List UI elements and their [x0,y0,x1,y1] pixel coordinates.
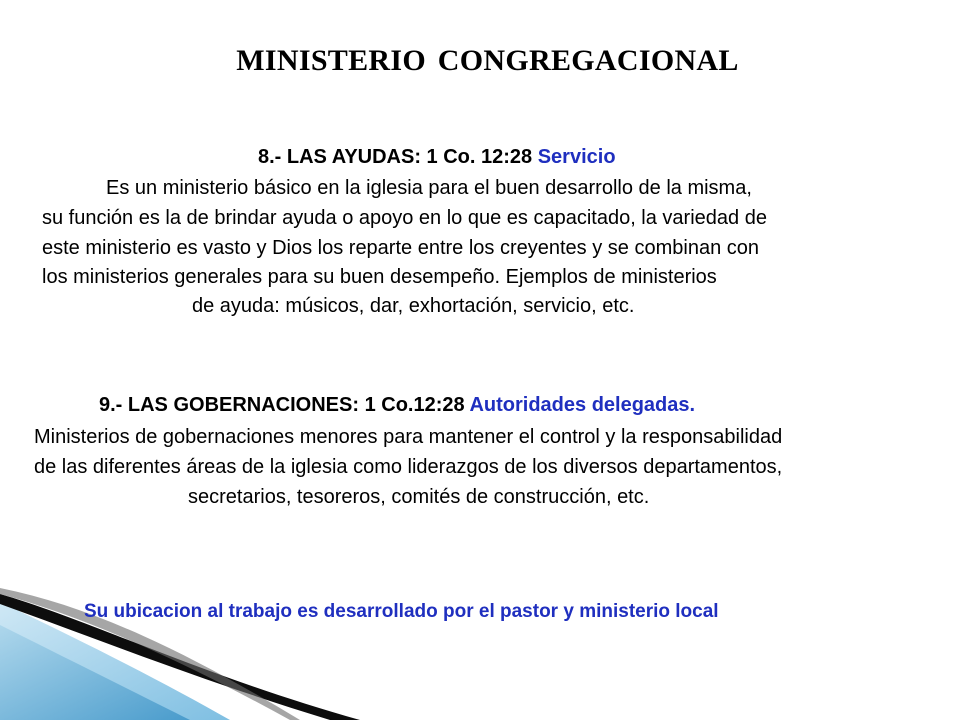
section2-heading-highlight: Autoridades delegadas. [469,394,696,416]
section2-line: de las diferentes áreas de la iglesia como liderazgos de los diversos departamentos, [34,456,783,478]
footer-note: Su ubicacion al trabajo es desarrollado por el pastor y ministerio local [84,601,719,622]
section1-line: de ayuda: músicos, dar, exhortación, servicio, etc. [192,295,635,317]
page-title: MINISTERIO CONGREGACIONAL [236,44,739,77]
section2-heading [99,394,695,417]
section1-line: este ministerio es vasto y Dios los reparte entre los creyentes y se combinan con [42,237,759,259]
section1-line: Es un ministerio básico en la iglesia para el buen desarrollo de la misma, [106,177,752,199]
section1-line: los ministerios generales para su buen desempeño. Ejemplos de ministerios [42,266,717,288]
section2-heading-text: 9.- LAS GOBERNACIONES: 1 Co.12:28 [99,394,470,416]
section1-heading-text: 8.- LAS AYUDAS: 1 Co. 12:28 [258,146,538,168]
section2-line: secretarios, tesoreros, comités de construcción, etc. [188,486,650,508]
section1-heading [258,146,616,169]
section1-heading-highlight: Servicio [537,146,616,168]
section2-line: Ministerios de gobernaciones menores para mantener el control y la responsabilidad [34,426,783,448]
section1-line: su función es la de brindar ayuda o apoyo en lo que es capacitado, la variedad de [42,207,767,229]
